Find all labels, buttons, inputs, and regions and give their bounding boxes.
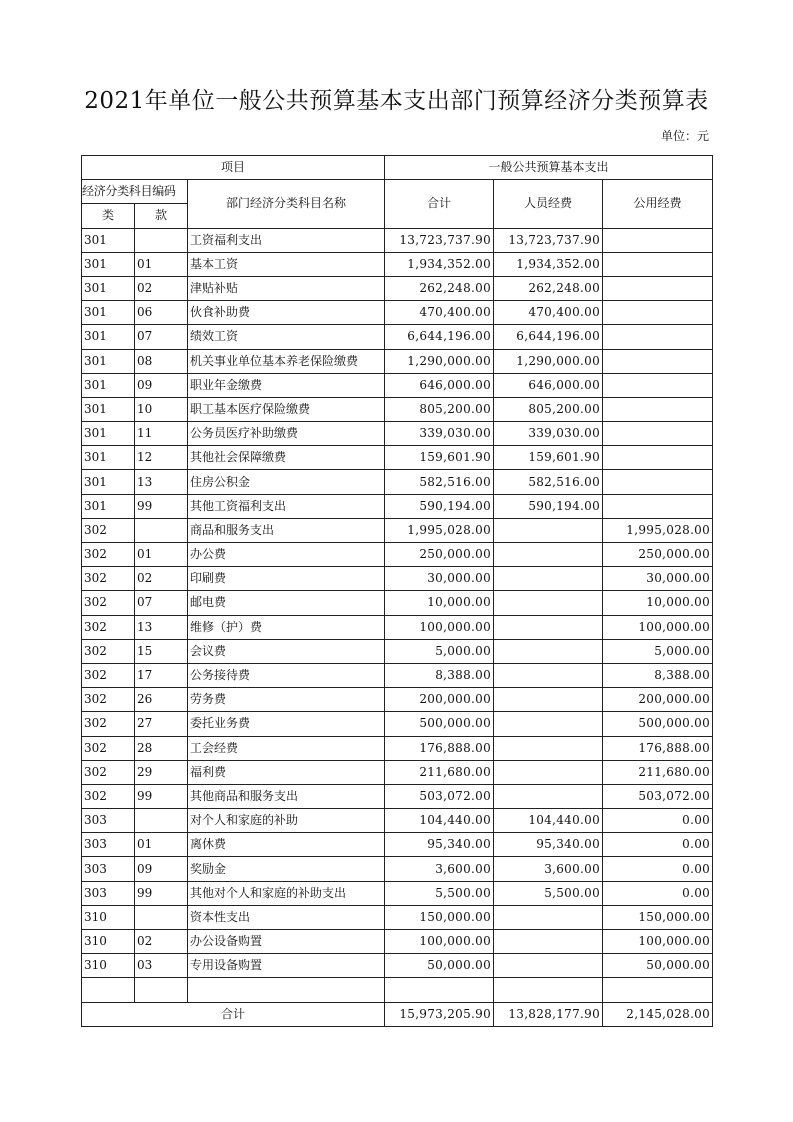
public-cell (603, 422, 713, 446)
item-code-cell: 13 (135, 470, 188, 494)
item-code-cell: 03 (135, 954, 188, 978)
table-row (82, 663, 713, 687)
category-name-cell: 津贴补贴 (188, 276, 385, 300)
table-row (82, 470, 713, 494)
personnel-cell: 95,340.00 (494, 833, 603, 857)
personnel-cell (494, 639, 603, 663)
item-code-cell: 01 (135, 833, 188, 857)
grand-personnel-cell: 13,828,177.90 (494, 1002, 603, 1026)
category-name-cell: 基本工资 (188, 252, 385, 276)
item-code-cell: 13 (135, 615, 188, 639)
class-code-cell: 302 (82, 567, 135, 591)
public-cell: 100,000.00 (603, 930, 713, 954)
item-code-cell: 07 (135, 325, 188, 349)
personnel-cell: 13,723,737.90 (494, 228, 603, 252)
total-row (82, 1002, 713, 1026)
class-code-cell: 303 (82, 857, 135, 881)
item-code-cell (135, 905, 188, 929)
total-cell: 10,000.00 (385, 591, 494, 615)
category-name-cell: 绩效工资 (188, 325, 385, 349)
total-cell: 30,000.00 (385, 567, 494, 591)
item-code-cell: 02 (135, 567, 188, 591)
table-row (82, 422, 713, 446)
class-code-cell: 302 (82, 688, 135, 712)
header-name: 部门经济分类科目名称 (188, 180, 385, 228)
class-code-cell: 301 (82, 446, 135, 470)
table-row (82, 494, 713, 518)
category-name-cell: 专用设备购置 (188, 954, 385, 978)
personnel-cell (494, 712, 603, 736)
class-code-cell: 301 (82, 276, 135, 300)
class-code-cell: 301 (82, 422, 135, 446)
class-code-cell: 301 (82, 325, 135, 349)
item-code-cell: 08 (135, 349, 188, 373)
personnel-cell (494, 978, 603, 1002)
page-title: 2021年单位一般公共预算基本支出部门预算经济分类预算表 (84, 88, 709, 114)
personnel-cell (494, 954, 603, 978)
class-code-cell: 310 (82, 905, 135, 929)
table-row (82, 784, 713, 808)
class-code-cell: 301 (82, 494, 135, 518)
total-cell: 159,601.90 (385, 446, 494, 470)
public-cell (603, 373, 713, 397)
total-cell: 6,644,196.00 (385, 325, 494, 349)
total-cell: 503,072.00 (385, 784, 494, 808)
public-cell: 250,000.00 (603, 543, 713, 567)
item-code-cell: 29 (135, 760, 188, 784)
personnel-cell: 5,500.00 (494, 881, 603, 905)
personnel-cell: 159,601.90 (494, 446, 603, 470)
total-cell: 646,000.00 (385, 373, 494, 397)
public-cell: 500,000.00 (603, 712, 713, 736)
total-cell: 3,600.00 (385, 857, 494, 881)
class-code-cell: 301 (82, 349, 135, 373)
total-cell: 470,400.00 (385, 301, 494, 325)
table-row (82, 325, 713, 349)
class-code-cell: 302 (82, 615, 135, 639)
category-name-cell: 会议费 (188, 639, 385, 663)
category-name-cell: 其他工资福利支出 (188, 494, 385, 518)
table-row (82, 688, 713, 712)
category-name-cell: 福利费 (188, 760, 385, 784)
total-cell (385, 978, 494, 1002)
class-code-cell: 302 (82, 760, 135, 784)
table-row (82, 978, 713, 1002)
category-name-cell: 印刷费 (188, 567, 385, 591)
grand-total-cell: 15,973,205.90 (385, 1002, 494, 1026)
total-row-label: 合计 (82, 1002, 385, 1026)
category-name-cell: 离休费 (188, 833, 385, 857)
personnel-cell: 3,600.00 (494, 857, 603, 881)
total-cell: 150,000.00 (385, 905, 494, 929)
category-name-cell: 职业年金缴费 (188, 373, 385, 397)
personnel-cell (494, 930, 603, 954)
public-cell: 1,995,028.00 (603, 518, 713, 542)
personnel-cell: 339,030.00 (494, 422, 603, 446)
table-row (82, 760, 713, 784)
item-code-cell: 09 (135, 373, 188, 397)
public-cell (603, 325, 713, 349)
category-name-cell: 工资福利支出 (188, 228, 385, 252)
category-name-cell: 伙食补助费 (188, 301, 385, 325)
item-code-cell: 09 (135, 857, 188, 881)
class-code-cell: 302 (82, 543, 135, 567)
category-name-cell: 委托业务费 (188, 712, 385, 736)
personnel-cell: 805,200.00 (494, 397, 603, 421)
class-code-cell: 302 (82, 663, 135, 687)
personnel-cell (494, 591, 603, 615)
item-code-cell: 02 (135, 276, 188, 300)
total-cell: 250,000.00 (385, 543, 494, 567)
item-code-cell: 27 (135, 712, 188, 736)
category-name-cell: 资本性支出 (188, 905, 385, 929)
public-cell: 50,000.00 (603, 954, 713, 978)
item-code-cell: 12 (135, 446, 188, 470)
header-public: 公用经费 (603, 180, 713, 228)
personnel-cell: 646,000.00 (494, 373, 603, 397)
public-cell (603, 276, 713, 300)
public-cell: 30,000.00 (603, 567, 713, 591)
header-row-2 (82, 180, 713, 204)
total-cell: 500,000.00 (385, 712, 494, 736)
table-row (82, 349, 713, 373)
table-row (82, 252, 713, 276)
category-name-cell: 奖励金 (188, 857, 385, 881)
table-row (82, 954, 713, 978)
table-row (82, 881, 713, 905)
class-code-cell: 302 (82, 712, 135, 736)
total-cell: 5,500.00 (385, 881, 494, 905)
table-row (82, 857, 713, 881)
personnel-cell: 104,440.00 (494, 809, 603, 833)
total-cell: 104,440.00 (385, 809, 494, 833)
public-cell: 503,072.00 (603, 784, 713, 808)
header-class: 类 (82, 204, 135, 228)
table-row (82, 639, 713, 663)
header-code-group: 经济分类科目编码 (82, 180, 188, 204)
category-name-cell: 职工基本医疗保险缴费 (188, 397, 385, 421)
public-cell (603, 228, 713, 252)
public-cell: 0.00 (603, 809, 713, 833)
personnel-cell: 1,290,000.00 (494, 349, 603, 373)
item-code-cell: 26 (135, 688, 188, 712)
category-name-cell: 劳务费 (188, 688, 385, 712)
category-name-cell: 邮电费 (188, 591, 385, 615)
public-cell (603, 252, 713, 276)
public-cell (603, 397, 713, 421)
total-cell: 1,934,352.00 (385, 252, 494, 276)
table-row (82, 301, 713, 325)
category-name-cell: 商品和服务支出 (188, 518, 385, 542)
unit-label: 单位：元 (660, 129, 709, 143)
class-code-cell: 310 (82, 954, 135, 978)
header-personnel: 人员经费 (494, 180, 603, 228)
item-code-cell: 01 (135, 252, 188, 276)
public-cell (603, 301, 713, 325)
table-row (82, 228, 713, 252)
public-cell: 200,000.00 (603, 688, 713, 712)
category-name-cell: 办公设备购置 (188, 930, 385, 954)
budget-table (81, 155, 713, 1027)
table-row (82, 712, 713, 736)
total-cell: 1,995,028.00 (385, 518, 494, 542)
total-cell: 8,388.00 (385, 663, 494, 687)
item-code-cell: 17 (135, 663, 188, 687)
public-cell (603, 494, 713, 518)
item-code-cell: 99 (135, 494, 188, 518)
public-cell (603, 978, 713, 1002)
public-cell: 176,888.00 (603, 736, 713, 760)
total-cell: 100,000.00 (385, 615, 494, 639)
public-cell: 10,000.00 (603, 591, 713, 615)
category-name-cell: 公务接待费 (188, 663, 385, 687)
personnel-cell (494, 615, 603, 639)
item-code-cell: 11 (135, 422, 188, 446)
personnel-cell (494, 567, 603, 591)
category-name-cell: 办公费 (188, 543, 385, 567)
total-cell: 200,000.00 (385, 688, 494, 712)
class-code-cell: 301 (82, 373, 135, 397)
table-row (82, 543, 713, 567)
total-cell: 50,000.00 (385, 954, 494, 978)
header-project: 项目 (82, 156, 385, 180)
class-code-cell: 301 (82, 470, 135, 494)
total-cell: 13,723,737.90 (385, 228, 494, 252)
item-code-cell: 10 (135, 397, 188, 421)
category-name-cell: 公务员医疗补助缴费 (188, 422, 385, 446)
class-code-cell: 302 (82, 518, 135, 542)
total-cell: 95,340.00 (385, 833, 494, 857)
table-row (82, 373, 713, 397)
table-row (82, 446, 713, 470)
class-code-cell: 302 (82, 591, 135, 615)
public-cell (603, 470, 713, 494)
category-name-cell: 其他社会保障缴费 (188, 446, 385, 470)
personnel-cell: 1,934,352.00 (494, 252, 603, 276)
class-code-cell: 303 (82, 833, 135, 857)
header-total: 合计 (385, 180, 494, 228)
class-code-cell: 301 (82, 301, 135, 325)
personnel-cell (494, 518, 603, 542)
public-cell: 8,388.00 (603, 663, 713, 687)
table-row (82, 736, 713, 760)
total-cell: 1,290,000.00 (385, 349, 494, 373)
table-row (82, 905, 713, 929)
item-code-cell: 15 (135, 639, 188, 663)
personnel-cell (494, 736, 603, 760)
total-cell: 805,200.00 (385, 397, 494, 421)
category-name-cell: 维修（护）费 (188, 615, 385, 639)
table-row (82, 567, 713, 591)
header-general-budget: 一般公共预算基本支出 (385, 156, 713, 180)
item-code-cell: 06 (135, 301, 188, 325)
personnel-cell (494, 688, 603, 712)
total-cell: 582,516.00 (385, 470, 494, 494)
class-code-cell (82, 978, 135, 1002)
category-name-cell: 机关事业单位基本养老保险缴费 (188, 349, 385, 373)
class-code-cell: 301 (82, 397, 135, 421)
table-row (82, 930, 713, 954)
class-code-cell: 303 (82, 809, 135, 833)
item-code-cell (135, 518, 188, 542)
personnel-cell (494, 543, 603, 567)
item-code-cell: 02 (135, 930, 188, 954)
personnel-cell (494, 760, 603, 784)
public-cell: 211,680.00 (603, 760, 713, 784)
category-name-cell: 其他对个人和家庭的补助支出 (188, 881, 385, 905)
total-cell: 211,680.00 (385, 760, 494, 784)
class-code-cell: 302 (82, 736, 135, 760)
personnel-cell (494, 663, 603, 687)
public-cell: 0.00 (603, 881, 713, 905)
total-cell: 176,888.00 (385, 736, 494, 760)
personnel-cell: 470,400.00 (494, 301, 603, 325)
class-code-cell: 301 (82, 252, 135, 276)
total-cell: 339,030.00 (385, 422, 494, 446)
class-code-cell: 303 (82, 881, 135, 905)
public-cell: 0.00 (603, 857, 713, 881)
item-code-cell: 28 (135, 736, 188, 760)
personnel-cell: 6,644,196.00 (494, 325, 603, 349)
personnel-cell: 262,248.00 (494, 276, 603, 300)
category-name-cell (188, 978, 385, 1002)
category-name-cell: 其他商品和服务支出 (188, 784, 385, 808)
public-cell: 150,000.00 (603, 905, 713, 929)
total-cell: 590,194.00 (385, 494, 494, 518)
table-row (82, 833, 713, 857)
table-row (82, 809, 713, 833)
personnel-cell: 582,516.00 (494, 470, 603, 494)
table-row (82, 615, 713, 639)
item-code-cell (135, 978, 188, 1002)
personnel-cell (494, 784, 603, 808)
public-cell: 100,000.00 (603, 615, 713, 639)
item-code-cell (135, 809, 188, 833)
public-cell (603, 446, 713, 470)
class-code-cell: 310 (82, 930, 135, 954)
category-name-cell: 住房公积金 (188, 470, 385, 494)
total-cell: 262,248.00 (385, 276, 494, 300)
table-row (82, 276, 713, 300)
table-row (82, 397, 713, 421)
grand-public-cell: 2,145,028.00 (603, 1002, 713, 1026)
category-name-cell: 工会经费 (188, 736, 385, 760)
personnel-cell: 590,194.00 (494, 494, 603, 518)
personnel-cell (494, 905, 603, 929)
class-code-cell: 302 (82, 784, 135, 808)
category-name-cell: 对个人和家庭的补助 (188, 809, 385, 833)
table-row (82, 591, 713, 615)
total-cell: 100,000.00 (385, 930, 494, 954)
class-code-cell: 301 (82, 228, 135, 252)
class-code-cell: 302 (82, 639, 135, 663)
item-code-cell: 99 (135, 881, 188, 905)
header-row-1 (82, 156, 713, 180)
item-code-cell: 99 (135, 784, 188, 808)
public-cell (603, 349, 713, 373)
table-row (82, 518, 713, 542)
total-cell: 5,000.00 (385, 639, 494, 663)
header-item: 款 (135, 204, 188, 228)
item-code-cell: 07 (135, 591, 188, 615)
item-code-cell: 01 (135, 543, 188, 567)
item-code-cell (135, 228, 188, 252)
public-cell: 0.00 (603, 833, 713, 857)
public-cell: 5,000.00 (603, 639, 713, 663)
